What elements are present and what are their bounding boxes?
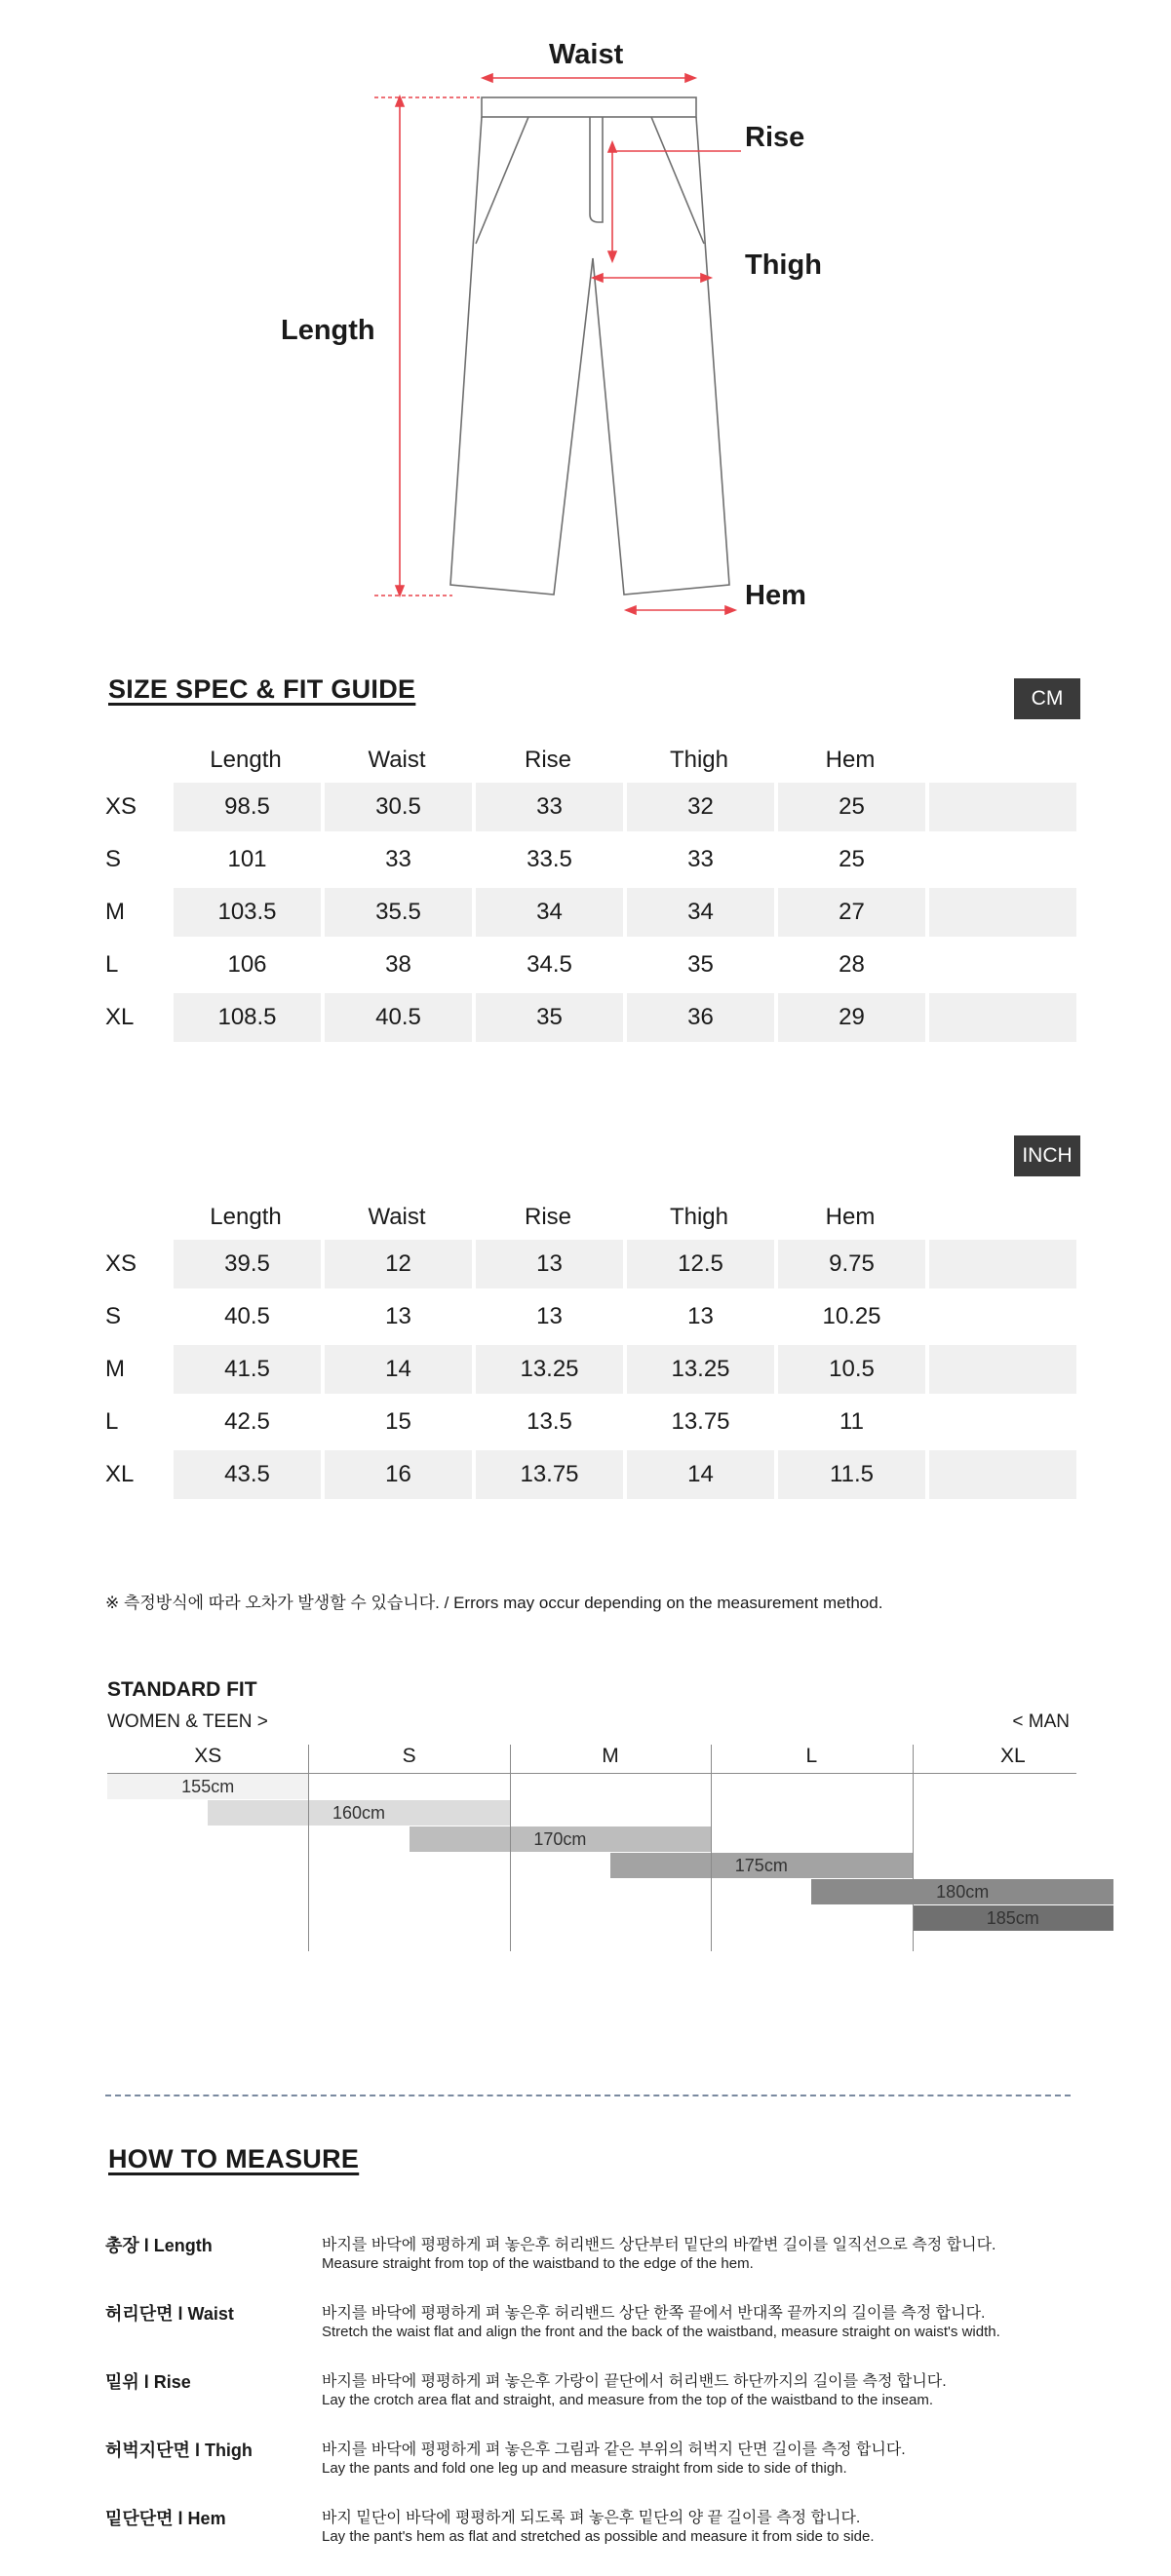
fit-height-bar: 175cm: [610, 1853, 913, 1878]
left-leg-shape: [450, 117, 593, 595]
table-cell: 39.5: [174, 1240, 321, 1288]
table-cell: 15: [385, 1408, 411, 1435]
table-cell: 27: [778, 888, 925, 937]
table-cell: 43.5: [174, 1450, 321, 1499]
table-row: [105, 888, 1071, 937]
table-cell: 30.5: [325, 783, 472, 831]
column-header: Waist: [368, 747, 426, 773]
measure-desc-en: Measure straight from top of the waistband to the edge of the hem.: [322, 2255, 754, 2272]
fit-size-label: M: [602, 1745, 619, 1767]
table-cell: 33: [385, 846, 411, 872]
table-cell: 13.25: [627, 1345, 774, 1394]
table-cell: 13: [687, 1303, 714, 1329]
measure-desc-en: Lay the pants and fold one leg up and measure straight from side to side of thigh.: [322, 2460, 847, 2477]
size-label: XS: [105, 793, 137, 820]
table-row: [105, 941, 1071, 989]
table-cell: 35: [687, 951, 714, 978]
table-cell: 35.5: [325, 888, 472, 937]
table-row: [105, 1292, 1071, 1341]
table-cell: 13.75: [671, 1408, 730, 1435]
table-cell: 41.5: [174, 1345, 321, 1394]
column-header: Hem: [825, 1204, 876, 1230]
size-label: M: [105, 1356, 125, 1382]
table-cell: 101: [227, 846, 267, 872]
table-cell: 9.75: [778, 1240, 925, 1288]
right-leg-shape: [593, 117, 729, 595]
table-row: [105, 1345, 1071, 1394]
table-cell: 33: [476, 783, 623, 831]
table-cell: 11: [839, 1408, 864, 1435]
table-cell: 106: [227, 951, 267, 978]
fit-size-label: S: [402, 1745, 416, 1767]
fit-column-divider: [510, 1745, 511, 1951]
table-row: [105, 1398, 1071, 1446]
table-cell: 11.5: [778, 1450, 925, 1499]
table-cell-empty: [929, 1398, 1076, 1446]
measure-desc-ko: 바지를 바닥에 평평하게 펴 놓은후 그림과 같은 부위의 허벅지 단면 길이를 측정 합니다.: [322, 2441, 906, 2458]
fit-height-bar: 180cm: [811, 1879, 1113, 1904]
table-cell: 28: [839, 951, 865, 978]
size-spec-title: SIZE SPEC & FIT GUIDE: [108, 674, 416, 704]
table-cell: 12: [325, 1240, 472, 1288]
length-label: Length: [281, 315, 375, 346]
table-cell: 13: [536, 1303, 563, 1329]
column-header: Thigh: [669, 1204, 729, 1230]
size-table-header: [174, 741, 1071, 780]
measure-term: 허리단면 l Waist: [105, 2304, 234, 2324]
table-cell: 13: [476, 1240, 623, 1288]
waist-label: Waist: [549, 39, 624, 70]
fit-size-label: XL: [999, 1745, 1026, 1767]
measure-term: 총장 l Length: [105, 2236, 213, 2255]
table-cell: 13.5: [527, 1408, 572, 1435]
column-header: Length: [210, 1204, 282, 1230]
table-cell: 29: [778, 993, 925, 1042]
size-table-header: [174, 1198, 1071, 1237]
table-cell: 33: [687, 846, 714, 872]
table-cell: 40.5: [224, 1303, 270, 1329]
rise-label: Rise: [745, 122, 805, 153]
measure-desc-en: Lay the crotch area flat and straight, and measure from the top of the waistband to the inseam.: [322, 2392, 934, 2408]
hem-label: Hem: [745, 580, 806, 611]
measure-term: 허벅지단면 l Thigh: [105, 2441, 253, 2460]
table-cell-empty: [929, 1345, 1076, 1394]
size-label: S: [105, 1303, 122, 1329]
size-label: L: [105, 951, 119, 978]
table-cell: 12.5: [627, 1240, 774, 1288]
table-cell: 42.5: [224, 1408, 270, 1435]
column-header: Hem: [825, 747, 876, 773]
measure-term: 밑단단면 l Hem: [105, 2509, 226, 2528]
fit-size-label: XS: [194, 1745, 222, 1767]
thigh-label: Thigh: [745, 250, 822, 281]
table-cell-empty: [929, 835, 1076, 884]
measure-desc-en: Lay the pant's hem as flat and stretched as possible and measure it from side to side.: [322, 2528, 875, 2545]
table-cell: 36: [627, 993, 774, 1042]
unit-badge-inch: INCH: [1014, 1135, 1080, 1176]
measure-term: 밑위 l Rise: [105, 2372, 191, 2392]
standard-fit-title: STANDARD FIT: [107, 1678, 257, 1701]
waistband-shape: [482, 97, 696, 117]
section-divider: [105, 2095, 1071, 2096]
table-cell: 14: [325, 1345, 472, 1394]
table-cell-empty: [929, 888, 1076, 937]
column-header: Rise: [524, 1204, 571, 1230]
table-cell: 40.5: [325, 993, 472, 1042]
table-cell: 108.5: [174, 993, 321, 1042]
table-cell: 13.25: [476, 1345, 623, 1394]
size-label: XL: [105, 1461, 135, 1487]
fit-column-divider: [711, 1745, 712, 1951]
table-cell: 35: [476, 993, 623, 1042]
table-row: [105, 783, 1071, 831]
measurement-note: ※ 측정방식에 따라 오차가 발생할 수 있습니다. / Errors may occur depending on the measurement method.: [105, 1594, 883, 1612]
table-cell: 13: [385, 1303, 411, 1329]
pants-measurement-diagram: [0, 0, 1171, 643]
table-cell: 16: [325, 1450, 472, 1499]
fit-height-bar: 155cm: [107, 1774, 308, 1799]
size-label: S: [105, 846, 122, 872]
table-cell-empty: [929, 993, 1076, 1042]
table-cell: 14: [627, 1450, 774, 1499]
measure-desc-ko: 바지 밑단이 바닥에 평평하게 되도록 펴 놓은후 밑단의 양 끝 길이를 측정 합니다.: [322, 2510, 861, 2526]
table-row: [105, 993, 1071, 1042]
measure-desc-ko: 바지를 바닥에 평평하게 펴 놓은후 가랑이 끝단에서 허리밴드 하단까지의 길이를 측정 합니다.: [322, 2373, 947, 2390]
unit-badge-cm: CM: [1014, 678, 1080, 719]
pants-outline-illustration: [0, 0, 1171, 643]
measure-desc-ko: 바지를 바닥에 평평하게 펴 놓은후 허리밴드 상단 한쪽 끝에서 반대쪽 끝까지의 길이를 측정 합니다.: [322, 2305, 986, 2322]
table-row: [105, 1450, 1071, 1499]
table-cell-empty: [929, 1450, 1076, 1499]
table-cell: 34: [627, 888, 774, 937]
column-header: Length: [210, 747, 282, 773]
table-cell-empty: [929, 1240, 1076, 1288]
table-cell: 10.25: [822, 1303, 881, 1329]
how-to-measure-title: HOW TO MEASURE: [108, 2144, 360, 2173]
fit-left-label: WOMEN & TEEN >: [107, 1711, 268, 1732]
table-cell-empty: [929, 1292, 1076, 1341]
table-row: [105, 1240, 1071, 1288]
fit-height-bar: 185cm: [913, 1905, 1113, 1931]
table-cell: 25: [839, 846, 865, 872]
table-cell: 98.5: [174, 783, 321, 831]
fit-size-label: L: [805, 1745, 818, 1767]
size-label: XS: [105, 1250, 137, 1277]
table-cell-empty: [929, 941, 1076, 989]
size-label: L: [105, 1408, 119, 1435]
table-cell: 103.5: [174, 888, 321, 937]
table-cell: 10.5: [778, 1345, 925, 1394]
table-cell: 32: [627, 783, 774, 831]
measure-desc-ko: 바지를 바닥에 평평하게 펴 놓은후 허리밴드 상단부터 밑단의 바깥변 길이를 일직선으로 측정 합니다.: [322, 2237, 996, 2253]
column-header: Thigh: [669, 747, 729, 773]
column-header: Rise: [524, 747, 571, 773]
size-label: M: [105, 899, 125, 925]
table-cell-empty: [929, 783, 1076, 831]
table-cell: 25: [778, 783, 925, 831]
column-header: Waist: [368, 1204, 426, 1230]
fit-height-bar: 160cm: [208, 1800, 510, 1826]
fit-right-label: < MAN: [1012, 1711, 1070, 1732]
table-cell: 33.5: [527, 846, 572, 872]
table-cell: 38: [385, 951, 411, 978]
table-row: [105, 835, 1071, 884]
table-cell: 13.75: [476, 1450, 623, 1499]
table-cell: 34.5: [527, 951, 572, 978]
fit-column-divider: [913, 1745, 914, 1951]
size-label: XL: [105, 1004, 135, 1030]
fit-height-bar: 170cm: [410, 1826, 712, 1852]
table-cell: 34: [476, 888, 623, 937]
fit-column-divider: [308, 1745, 309, 1951]
measure-desc-en: Stretch the waist flat and align the front and the back of the waistband, measure straight on waist's width.: [322, 2324, 1000, 2340]
